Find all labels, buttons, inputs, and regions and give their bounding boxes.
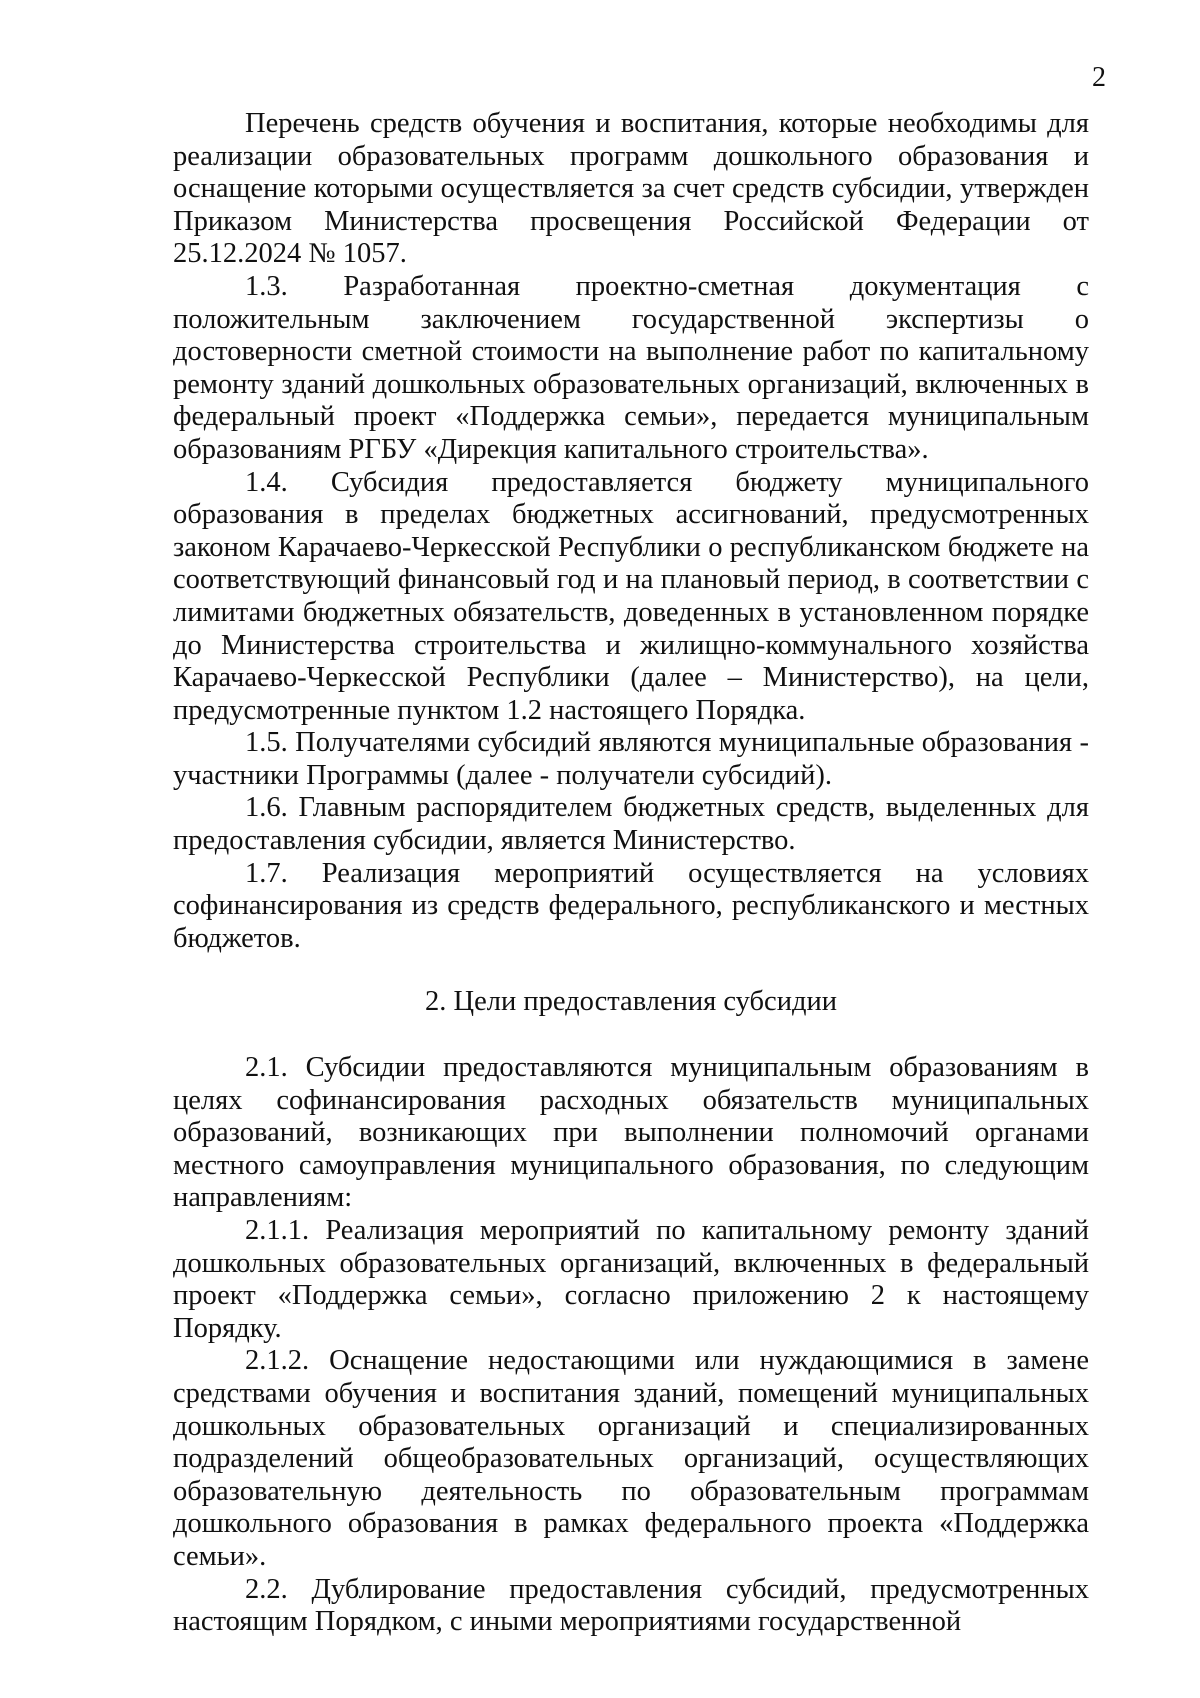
paragraph-equipment-list: Перечень средств обучения и воспитания, которые необходимы для реализации образовательных программ дошкольного образования и оснащение которыми осуществляется за счет средств субсидии, утвержден Приказом Министерства просвещения Российской Федерации от 25.12.2024 № 1057. xyxy=(173,108,1089,270)
paragraph-1-6: 1.6. Главным распорядителем бюджетных средств, выделенных для предоставления субсидии, является Министерство. xyxy=(173,792,1089,857)
paragraph-2-1-2: 2.1.2. Оснащение недостающими или нуждающимися в замене средствами обучения и воспитания зданий, помещений муниципальных дошкольных образовательных организаций и специализированных подразделений общеобразовательных организаций, осуществляющих образовательную деятельность по образовательным программам дошкольного образования в рамках федерального проекта «Поддержка семьи». xyxy=(173,1345,1089,1572)
paragraph-2-2: 2.2. Дублирование предоставления субсидий, предусмотренных настоящим Порядком, с иными мероприятиями государственной xyxy=(173,1573,1089,1638)
paragraph-1-5: 1.5. Получателями субсидий являются муниципальные образования - участники Программы (далее - получатели субсидий). xyxy=(173,727,1089,791)
section-heading: 2. Цели предоставления субсидии xyxy=(425,986,837,1018)
paragraph-2-1-1: 2.1.1. Реализация мероприятий по капитальному ремонту зданий дошкольных образовательных организаций, включенных в федеральный проект «Поддержка семьи», согласно приложению 2 к настоящему Порядку. xyxy=(173,1215,1089,1344)
paragraph-1-7: 1.7. Реализация мероприятий осуществляется на условиях софинансирования из средств федерального, республиканского и местных бюджетов. xyxy=(173,857,1089,954)
paragraph-1-3: 1.3. Разработанная проектно-сметная документация с положительным заключением государственной экспертизы о достоверности сметной стоимости на выполнение работ по капитальному ремонту зданий дошкольных образовательных организаций, включенных в федеральный проект «Поддержка семьи», передается муниципальным образованиям РГБУ «Дирекция капитального строительства». xyxy=(173,270,1089,465)
paragraph-2-1: 2.1. Субсидии предоставляются муниципальным образованиям в целях софинансирования расходных обязательств муниципальных образований, возникающих при выполнении полномочий органами местного самоуправления муниципального образования, по следующим направлениям: xyxy=(173,1052,1089,1214)
document-body xyxy=(173,108,1089,1639)
page-number: 2 xyxy=(1092,62,1106,93)
paragraph-1-4: 1.4. Субсидия предоставляется бюджету муниципального образования в пределах бюджетных ассигнований, предусмотренных законом Карачаево-Черкесской Республики о республиканском бюджете на соответствующий финансовый год и на плановый период, в соответствии с лимитами бюджетных обязательств, доведенных в установленном порядке до Министерства строительства и жилищно-коммунального хозяйства Карачаево-Черкесской Республики (далее – Министерство), на цели, предусмотренные пунктом 1.2 настоящего Порядка. xyxy=(173,466,1089,726)
